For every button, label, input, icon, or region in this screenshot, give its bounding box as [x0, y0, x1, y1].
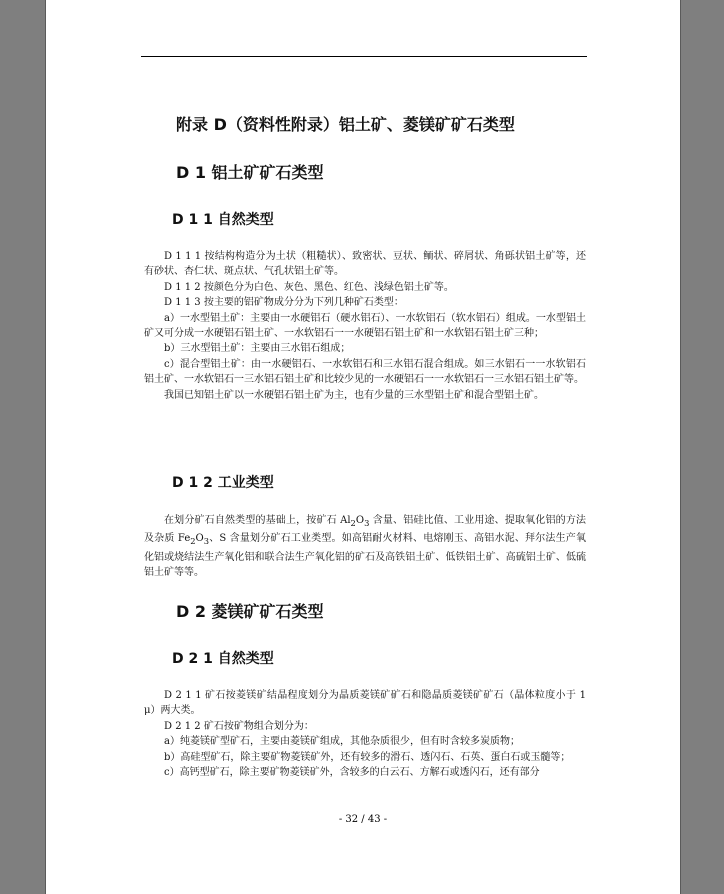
section-d12-body — [144, 513, 586, 581]
paragraph: D 1 1 2 按颜色分为白色、灰色、黑色、红色、浅绿色铝土矿等。 — [164, 281, 454, 293]
section-heading-d1: D 1 铝土矿矿石类型 — [176, 163, 324, 182]
header-rule — [141, 56, 587, 57]
section-heading-d12: D 1 2 工业类型 — [172, 475, 274, 491]
paragraph: D 1 1 3 按主要的铝矿物成分分为下列几种矿石类型： — [164, 297, 404, 309]
page-number: - 32 / 43 - — [338, 814, 388, 825]
section-d11-body — [144, 249, 586, 403]
section-d21-body — [144, 688, 586, 780]
paragraph: D 2 1 1 矿石按菱镁矿结晶程度划分为晶质菱镁矿矿石和隐晶质菱镁矿矿石（晶体粒度小于 1 μ）两大类。 — [144, 690, 586, 717]
appendix-title: 附录 D（资料性附录）铝土矿、菱镁矿矿石类型 — [176, 115, 515, 134]
list-item: c）混合型铝土矿：由一水硬铝石、一水软铝石和三水铝石混合组成。如三水铝石一一水软铝石铝土矿、一水软铝石一三水铝石铝土矿和比较少见的一水硬铝石一一水软铝石一三水铝石铝土矿等。 — [144, 358, 586, 386]
paragraph: 在划分矿石自然类型的基础上，按矿石 $Al_2O_3$ 含量、铝硅比值、工业用途、提取氧化铝的方法及杂质 $Fe_2O_3$、S 含量划分矿石工业类型。如高铝耐火材料、电熔刚玉、高铝水泥、拜尔法生产氧化铝或烧结法生产氧化铝和联合法生产氧化铝的矿石及高铁铝土矿、低铁铝土矿、高硫铝土矿、低硫铝土矿等等。 — [144, 515, 586, 579]
list-item: a）一水型铝土矿：主要由一水硬铝石（硬水铝石）、一水软铝石（软水铝石）组成。一水型铝土矿又可分成一水硬铝石铝土矿、一水软铝石一一水硬铝石铝土矿和一水软铝石铝土矿三种； — [144, 312, 586, 340]
list-item: c）高钙型矿石，除主要矿物菱镁矿外，含较多的白云石、方解石或透闪石，还有部分 — [164, 767, 540, 779]
list-item: b）高硅型矿石，除主要矿物菱镁矿外，还有较多的滑石、透闪石、石英、蛋白石或玉髓等； — [164, 751, 571, 763]
paragraph: D 1 1 1 按结构构造分为土状（粗糙状）、致密状、豆状、鲕状、碎屑状、角砾状铝土矿等，还有砂状、杏仁状、斑点状、气孔状铝土矿等。 — [144, 251, 586, 278]
document-page — [45, 0, 681, 894]
list-item: a）纯菱镁矿型矿石，主要由菱镁矿组成，其他杂质很少，但有时含较多炭质物； — [164, 736, 520, 748]
paragraph: 我国已知铝土矿以一水硬铝石铝土矿为主，也有少量的三水型铝土矿和混合型铝土矿。 — [164, 389, 544, 401]
section-heading-d2: D 2 菱镁矿矿石类型 — [176, 602, 324, 621]
section-heading-d21: D 2 1 自然类型 — [172, 651, 274, 667]
paragraph: D 2 1 2 矿石按矿物组合划分为： — [164, 720, 314, 732]
section-heading-d11: D 1 1 自然类型 — [172, 212, 274, 228]
list-item: b）三水型铝土矿：主要由三水铝石组成； — [164, 343, 351, 355]
